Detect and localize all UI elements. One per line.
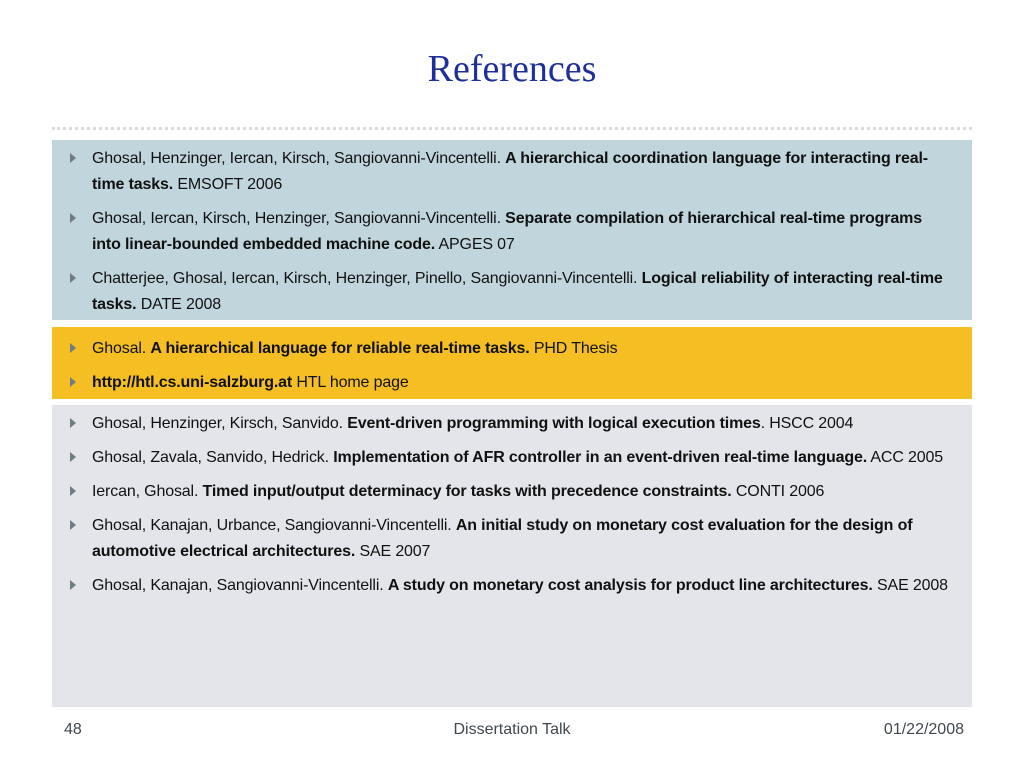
- bullet-arrow-icon: [70, 452, 76, 462]
- bullet-arrow-icon: [70, 520, 76, 530]
- bullet-arrow-icon: [70, 580, 76, 590]
- reference-venue: EMSOFT 2006: [173, 176, 283, 193]
- reference-item: [62, 445, 950, 471]
- reference-venue: APGES 07: [435, 236, 515, 253]
- reference-item: [62, 266, 950, 318]
- reference-item: [62, 573, 950, 599]
- footer-title: Dissertation Talk: [453, 721, 571, 738]
- reference-item: [62, 370, 950, 396]
- reference-group-thesis: [52, 327, 972, 399]
- reference-item: [62, 479, 950, 505]
- reference-title: A hierarchical language for reliable real-time tasks.: [150, 340, 530, 357]
- reference-venue: SAE 2008: [872, 577, 948, 594]
- reference-title: A hierarchical coordination language for interacting real-time tasks.: [92, 150, 928, 193]
- reference-group-event-driven: [52, 405, 972, 707]
- reference-authors: Ghosal, Kanajan, Urbance, Sangiovanni-Vincentelli.: [92, 517, 456, 534]
- reference-venue: DATE 2008: [136, 296, 221, 313]
- reference-authors: Ghosal, Henzinger, Iercan, Kirsch, Sangiovanni-Vincentelli.: [92, 150, 506, 167]
- reference-venue: CONTI 2006: [731, 483, 825, 500]
- bullet-arrow-icon: [70, 377, 76, 387]
- slide-title: References: [427, 48, 597, 90]
- reference-title: An initial study on monetary cost evaluation for the design of automotive electrical architectures.: [92, 517, 913, 560]
- reference-title: Separate compilation of hierarchical real-time programs into linear-bounded embedded machine code.: [92, 210, 922, 253]
- bullet-arrow-icon: [70, 418, 76, 428]
- reference-item: [62, 206, 950, 258]
- title-divider: [52, 127, 972, 130]
- reference-authors: Ghosal, Iercan, Kirsch, Henzinger, Sangiovanni-Vincentelli.: [92, 210, 506, 227]
- reference-authors: Ghosal, Henzinger, Kirsch, Sanvido.: [92, 415, 348, 432]
- bullet-arrow-icon: [70, 273, 76, 283]
- reference-item: [62, 336, 950, 362]
- reference-title: Timed input/output determinacy for tasks with precedence constraints.: [202, 483, 732, 500]
- reference-authors: Ghosal, Kanajan, Sangiovanni-Vincentelli.: [92, 577, 388, 594]
- reference-authors: Iercan, Ghosal.: [92, 483, 203, 500]
- reference-item: [62, 411, 950, 437]
- reference-venue: . HSCC 2004: [760, 415, 854, 432]
- reference-item: [62, 513, 950, 565]
- reference-venue: PHD Thesis: [529, 340, 618, 357]
- reference-item: [62, 146, 950, 198]
- reference-venue: HTL home page: [292, 374, 409, 391]
- reference-title: Implementation of AFR controller in an event-driven real-time language.: [333, 449, 867, 466]
- reference-group-coordination: [52, 140, 972, 320]
- bullet-arrow-icon: [70, 343, 76, 353]
- reference-authors: Ghosal, Zavala, Sanvido, Hedrick.: [92, 449, 334, 466]
- reference-authors: Ghosal.: [92, 340, 151, 357]
- reference-title: Event-driven programming with logical execution times: [347, 415, 761, 432]
- bullet-arrow-icon: [70, 486, 76, 496]
- homepage-link[interactable]: http://htl.cs.uni-salzburg.at: [92, 374, 293, 391]
- bullet-arrow-icon: [70, 213, 76, 223]
- footer-date: 01/22/2008: [883, 721, 964, 738]
- reference-authors: Chatterjee, Ghosal, Iercan, Kirsch, Henzinger, Pinello, Sangiovanni-Vincentelli.: [92, 270, 642, 287]
- reference-venue: SAE 2007: [355, 543, 431, 560]
- slide-number: 48: [64, 721, 82, 738]
- reference-title: A study on monetary cost analysis for product line architectures.: [387, 577, 873, 594]
- reference-venue: ACC 2005: [866, 449, 944, 466]
- bullet-arrow-icon: [70, 153, 76, 163]
- reference-title: Logical reliability of interacting real-time tasks.: [92, 270, 943, 313]
